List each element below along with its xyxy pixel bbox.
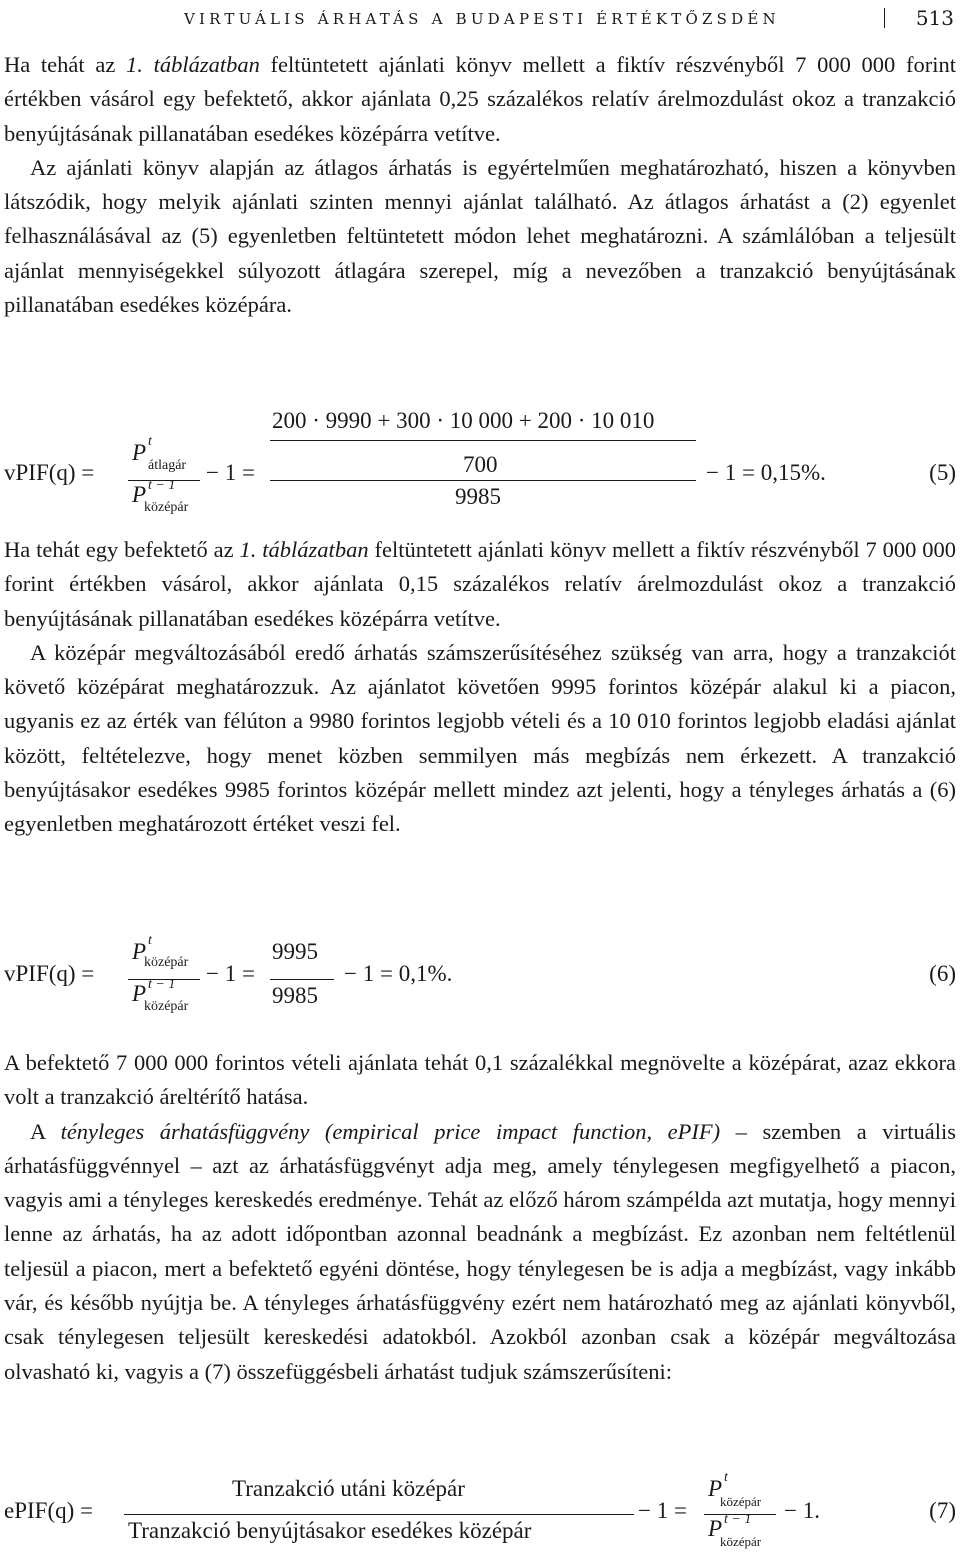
text-block-3: [4, 1046, 956, 1389]
paragraph-3: Ha tehát egy befektető az 1. táblázatban feltüntetett ajánlati könyv mellett a fiktív részvényből 7 000 000 forint értékben vásárol, akkor ajánlata 0,15 százalékos relatív árelmozdulást okoz a tranzakció benyújtásának pillanatában esedékes középárra vetítve.: [4, 537, 956, 631]
eq6-minus-one: − 1 =: [206, 961, 255, 986]
running-title: VIRTUÁLIS ÁRHATÁS A BUDAPESTI ÉRTÉKTŐZSDÉN: [184, 10, 780, 28]
text-block-1: [4, 48, 956, 322]
eq6-numerator: 9995: [272, 939, 318, 964]
eq7-p-denominator: P: [708, 1516, 723, 1541]
eq5-bottom: 9985: [455, 484, 501, 509]
eq6-sup-t1: t − 1: [148, 977, 176, 992]
eq7-denominator: Tranzakció benyújtásakor esedékes középár: [128, 1518, 532, 1543]
equation-6: [4, 935, 956, 1015]
table-reference: 1. táblázatban: [239, 537, 369, 562]
header-divider: [884, 8, 885, 28]
defined-term: tényleges árhatásfüggvény (empirical price impact function, ePIF): [60, 1118, 721, 1144]
eq6-sup-t: t: [148, 933, 152, 948]
eq5-inner-fraction-bar: [270, 440, 696, 441]
paragraph-4: A középár megváltozásából eredő árhatás számszerűsítéséhez szükség van arra, hogy a tranzakciót követő középárat meghatározzuk. Az ajánlatot követően 9995 forintos középár alakul ki a piacon, ugyanis ez az érték van félúton a 9980 forintos legjobb vételi és a 10 010 forintos legjobb eladási ajánlat között, feltételezve, hogy menet közben semmilyen más megbízás nem érkezett. A tranzakció benyújtásakor esedékes 9985 forintos középár mellett mindez azt jelenti, hogy a tényleges árhatás a (6) egyenletben meghatározott értéket veszi fel.: [4, 639, 956, 837]
eq7-fraction-bar-main: [124, 1514, 634, 1515]
text-block-2: [4, 533, 956, 842]
eq6-lhs: vPIF(q) =: [4, 961, 95, 986]
eq5-result: − 1 = 0,15%.: [706, 460, 826, 485]
eq5-top-numerator: 200 · 9990 + 300 · 10 000 + 200 · 10 010: [272, 408, 655, 433]
eq5-p-denominator: P: [132, 482, 147, 507]
paragraph-1: Ha tehát az 1. táblázatban feltüntetett ajánlati könyv mellett a fiktív részvényből 7 000 000 forint értékben vásárol egy befektető, akkor ajánlata 0,25 százalékos relatív árelmozdulást okoz a tranzakció benyújtásának pillanatában esedékes középárra vetítve.: [4, 52, 956, 146]
eq7-sub-kozepar-bottom: középár: [720, 1534, 762, 1549]
eq6-sub-kozepar-bottom: középár: [144, 999, 189, 1014]
eq7-lhs: ePIF(q) =: [4, 1498, 93, 1523]
eq6-result: − 1 = 0,1%.: [344, 961, 453, 986]
eq7-sub-kozepar-top: középár: [720, 1494, 762, 1509]
page-number: 513: [915, 6, 954, 30]
eq5-top-denominator: 700: [463, 452, 498, 477]
eq7-minus-one: − 1 =: [638, 1498, 687, 1523]
eq7-number: (7): [929, 1498, 956, 1523]
eq6-p-numerator: P: [132, 939, 147, 964]
eq5-sup-t: t: [148, 434, 152, 449]
equation-7: [4, 1472, 956, 1556]
eq5-sub-atlagar: átlagár: [148, 458, 187, 473]
table-reference: 1. táblázatban: [126, 52, 260, 77]
eq5-minus-one: − 1 =: [206, 460, 255, 485]
eq5-number: (5): [929, 460, 956, 485]
eq5-lhs: vPIF(q) =: [4, 460, 95, 485]
equation-5: [4, 400, 956, 520]
eq7-sup-t: t: [724, 1470, 728, 1485]
eq6-fraction-bar-right: [270, 979, 334, 980]
eq6-denominator: 9985: [272, 983, 318, 1008]
paragraph-2: Az ajánlati könyv alapján az átlagos árhatás is egyértelműen meghatározható, hiszen a könyvben látszódik, hogy melyik ajánlati szinten mennyi ajánlat található. Az átlagos árhatást a (2) egyenlet felhasználásával az (5) egyenletben feltüntetett módon lehet meghatározni. A számlálóban a teljesült ajánlat mennyiségekkel súlyozott átlagára szerepel, míg a nevezőben a tranzakció benyújtásának pillanatában esedékes középára.: [4, 154, 956, 318]
eq5-main-fraction-bar: [270, 480, 696, 481]
running-header: [184, 8, 960, 30]
eq7-sup-t1: t − 1: [724, 1512, 752, 1527]
eq6-p-denominator: P: [132, 981, 147, 1006]
eq7-p-numerator: P: [708, 1476, 723, 1501]
eq5-sub-kozepar: középár: [144, 500, 189, 515]
eq6-sub-kozepar-top: középár: [144, 955, 189, 970]
eq6-number: (6): [929, 961, 956, 986]
eq7-numerator: Tranzakció utáni középár: [232, 1476, 465, 1501]
eq5-sup-t1: t − 1: [148, 478, 176, 493]
paragraph-5: A befektető 7 000 000 forintos vételi ajánlata tehát 0,1 százalékkal megnövelte a középárat, azaz ekkora volt a tranzakció áreltérítő hatása.: [4, 1050, 956, 1110]
eq5-p-numerator: P: [132, 440, 147, 465]
eq7-result: − 1.: [784, 1498, 820, 1523]
paragraph-6: A tényleges árhatásfüggvény (empirical price impact function, ePIF) – szemben a virtuális árhatásfüggvénnyel – azt az árhatásfüggvényt adja meg, amely ténylegesen megfigyelhető a piacon, vagyis ami a tényleges kereskedés eredménye. Tehát az előző három számpélda azt mutatja, hogy mennyi lenne az árhatás, ha az adott időpontban azonnal beadnánk a megbízást. Ez azonban nem feltétlenül teljesül a piacon, mert a befektető egyéni döntése, hogy ténylegesen be is adja a megbízást, vagy inkább vár, és később nyújtja be. A tényleges árhatásfüggvény ezért nem határozható meg az ajánlati könyvből, csak ténylegesen teljesült kereskedési adatokból. Azokból azonban csak a középár megváltozása olvasható ki, vagyis a (7) összefüggésbeli árhatást tudjuk számszerűsíteni:: [4, 1118, 956, 1384]
